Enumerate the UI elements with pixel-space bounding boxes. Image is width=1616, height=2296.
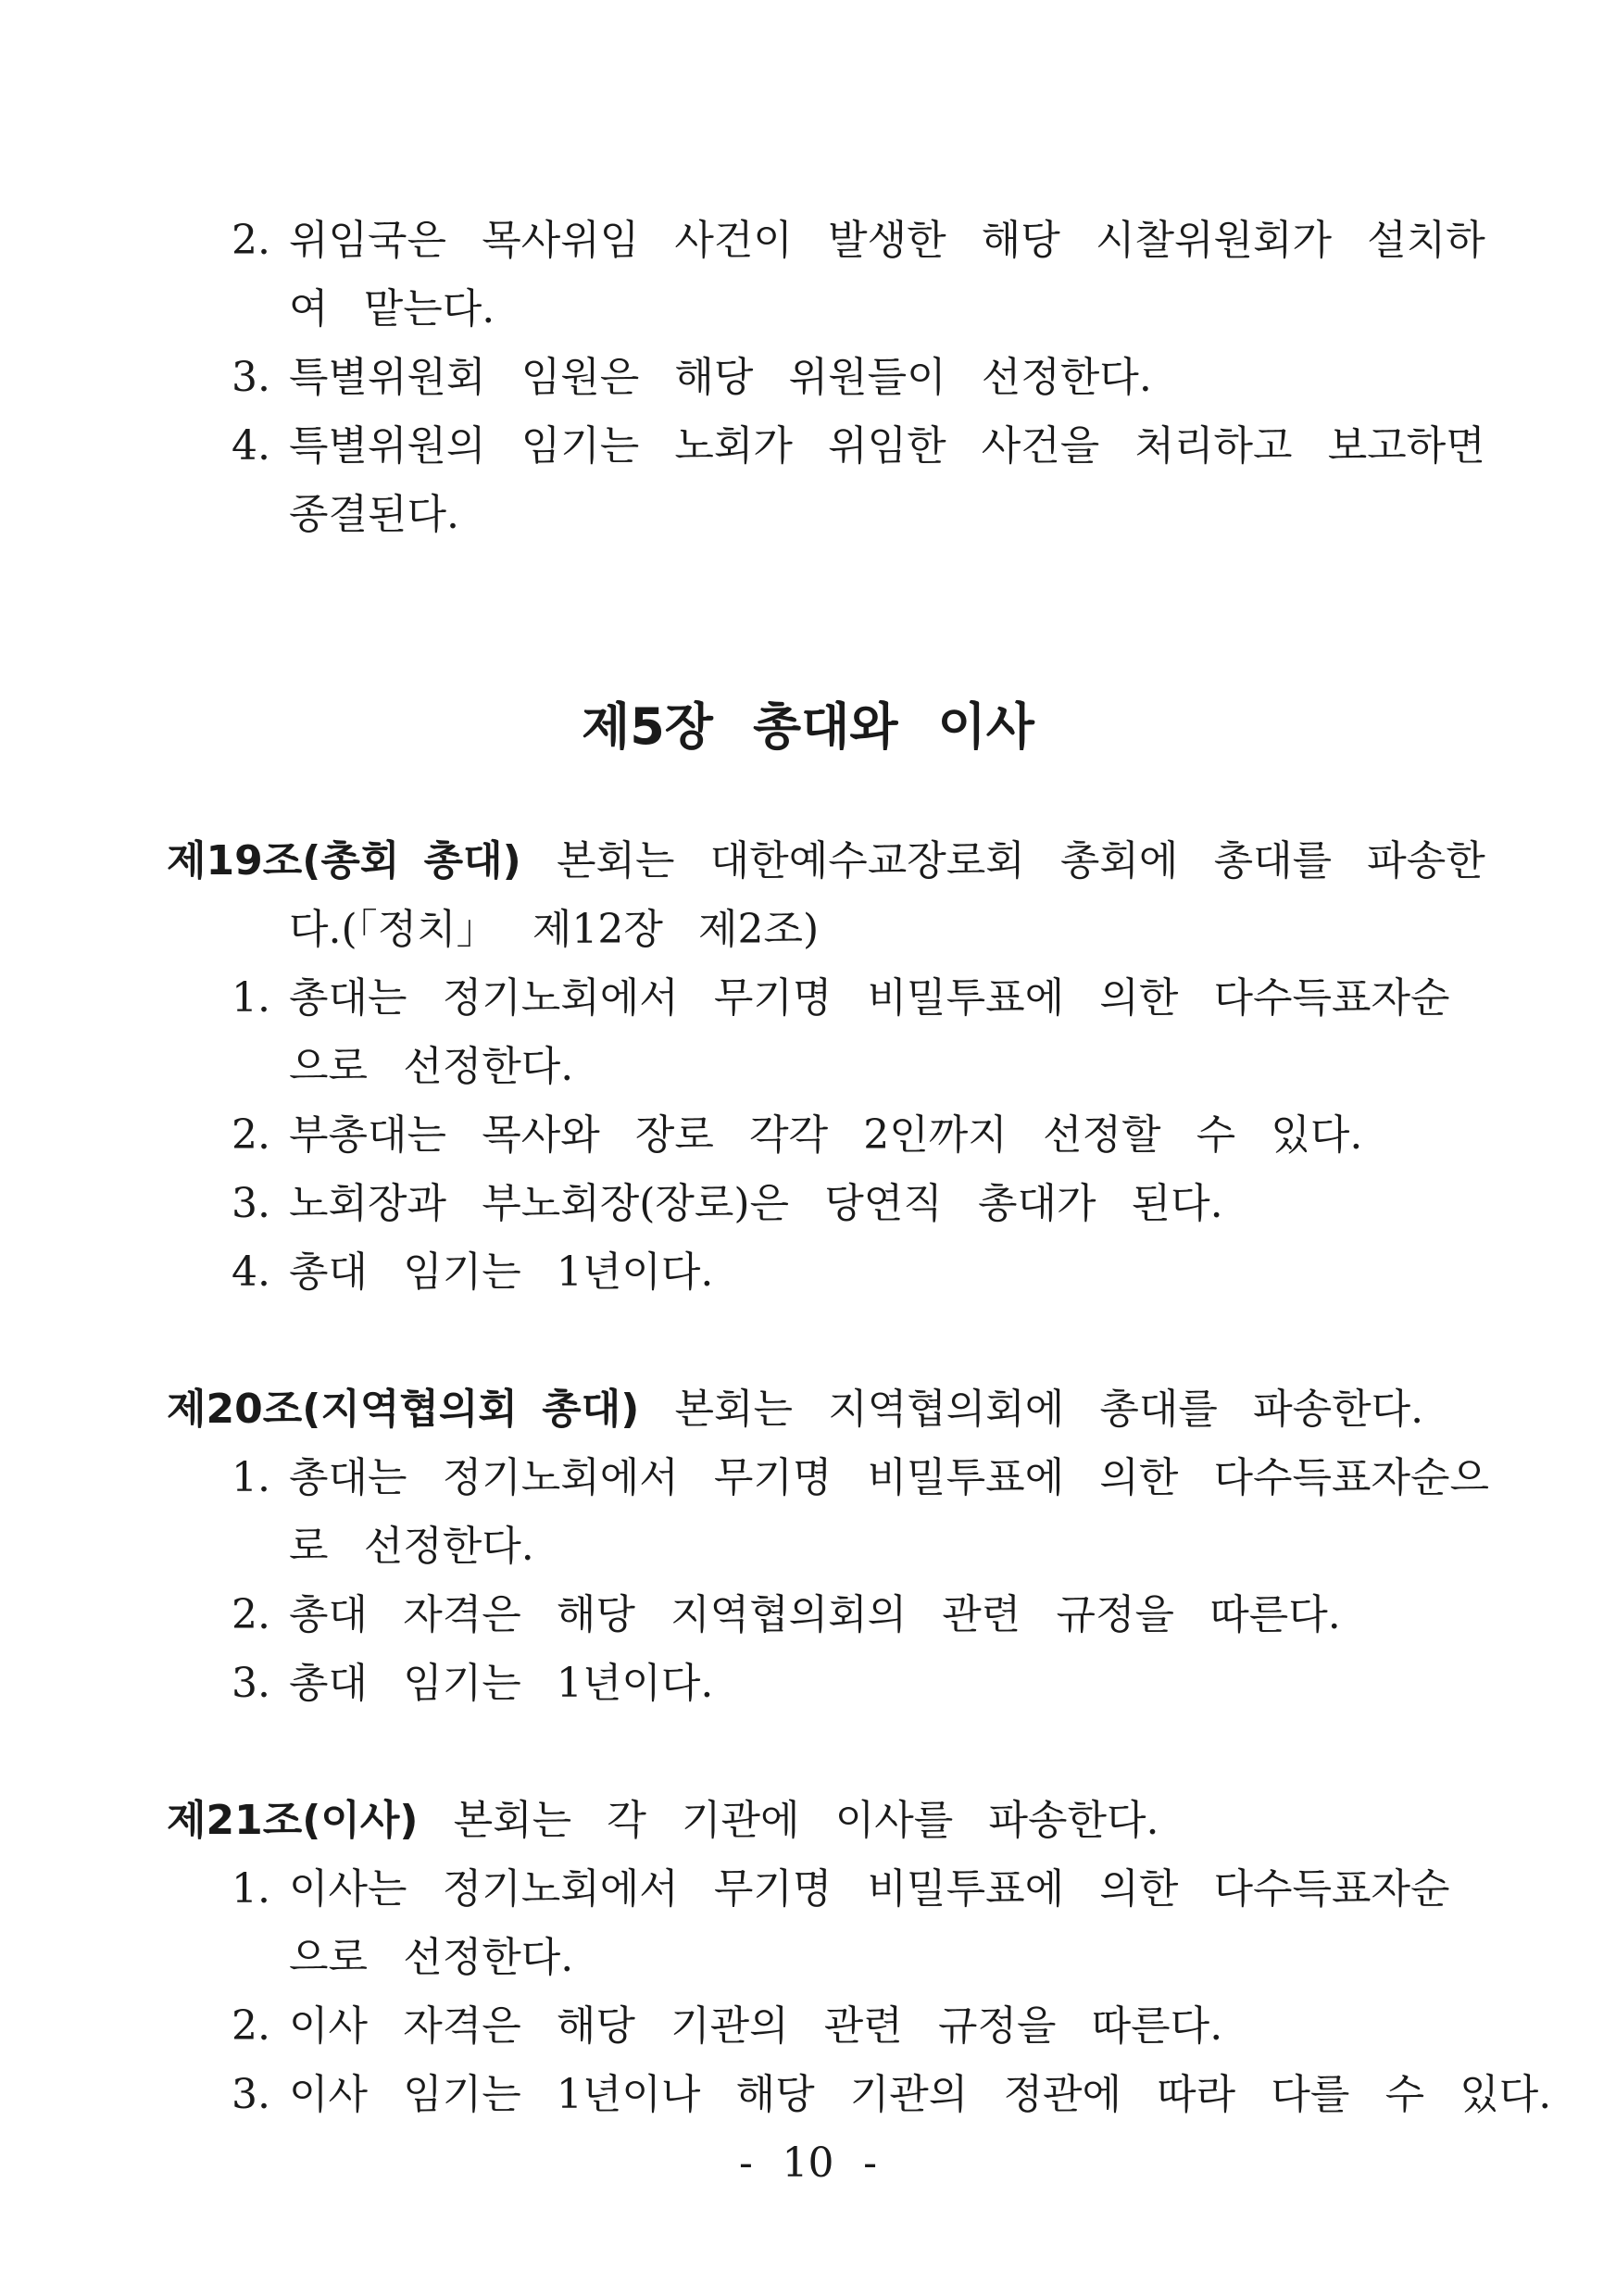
item-number: 4. — [232, 1248, 270, 1296]
list-item — [232, 215, 1485, 267]
list-item — [232, 1110, 1362, 1161]
item-number: 3. — [232, 2071, 270, 2118]
list-item — [232, 352, 1152, 404]
list-item — [232, 2001, 1222, 2052]
item-text: 총대 임기는 1년이다. — [289, 1660, 714, 1707]
list-item — [232, 1658, 713, 1710]
article-title: 제19조(총회 총대) — [167, 837, 521, 885]
item-text-continued: 로 선정한다. — [289, 1523, 534, 1570]
item-text-continued: 여 맡는다. — [289, 285, 495, 332]
article-title: 제21조(이사) — [167, 1797, 419, 1844]
item-text: 이사 임기는 1년이나 해당 기관의 정관에 따라 다를 수 있다. — [289, 2071, 1552, 2118]
list-item — [232, 972, 1450, 1024]
list-item — [232, 1178, 1223, 1230]
item-text: 부총대는 목사와 장로 각각 2인까지 선정할 수 있다. — [289, 1111, 1363, 1159]
item-number: 2. — [232, 2002, 270, 2050]
item-text: 총대는 정기노회에서 무기명 비밀투표에 의한 다수득표자순으 — [289, 1454, 1490, 1501]
item-text: 이사는 정기노회에서 무기명 비밀투표에 의한 다수득표자순 — [289, 1865, 1450, 1913]
list-item — [232, 420, 1485, 472]
article-header — [167, 835, 1485, 887]
list-item — [232, 1247, 713, 1299]
item-number: 1. — [232, 1865, 270, 1913]
item-text: 이사 자격은 해당 기관의 관련 규정을 따른다. — [289, 2002, 1223, 2050]
article-body: 본회는 각 기관에 이사를 파송한다. — [418, 1797, 1159, 1844]
article-body-continued: 다.(「정치」 제12장 제2조) — [289, 906, 820, 953]
article-header — [167, 1384, 1423, 1436]
chapter-title: 제5장 총대와 이사 — [582, 697, 1034, 756]
item-number: 2. — [232, 1591, 270, 1638]
item-text: 특별위원의 임기는 노회가 위임한 사건을 처리하고 보고하면 — [289, 422, 1485, 470]
item-number: 3. — [232, 354, 270, 401]
article-body: 본회는 대한예수교장로회 총회에 총대를 파송한 — [520, 837, 1485, 885]
item-number: 3. — [232, 1660, 270, 1707]
list-item — [232, 1589, 1341, 1641]
item-number: 3. — [232, 1180, 270, 1227]
item-number: 1. — [232, 1454, 270, 1501]
item-text: 총대 자격은 해당 지역협의회의 관련 규정을 따른다. — [289, 1591, 1341, 1638]
article-header — [167, 1795, 1159, 1847]
item-text: 총대는 정기노회에서 무기명 비밀투표에 의한 다수득표자순 — [289, 974, 1450, 1022]
item-text: 총대 임기는 1년이다. — [289, 1248, 714, 1296]
list-item — [232, 1863, 1450, 1915]
list-item — [232, 2069, 1551, 2121]
item-text: 노회장과 부노회장(장로)은 당연직 총대가 된다. — [289, 1180, 1223, 1227]
item-number: 2. — [232, 1111, 270, 1159]
item-text: 특별위원회 임원은 해당 위원들이 선정한다. — [289, 354, 1152, 401]
item-number: 1. — [232, 974, 270, 1022]
article-body: 본회는 지역협의회에 총대를 파송한다. — [639, 1386, 1424, 1433]
article-title: 제20조(지역협의회 총대) — [167, 1386, 640, 1433]
item-number: 2. — [232, 217, 270, 264]
page-number: - 10 - — [739, 2139, 877, 2187]
item-number: 4. — [232, 422, 270, 470]
item-text-continued: 으로 선정한다. — [289, 1934, 574, 1981]
item-text: 위임국은 목사위임 사건이 발생한 해당 시찰위원회가 설치하 — [289, 217, 1485, 264]
list-item — [232, 1452, 1489, 1504]
item-text-continued: 으로 선정한다. — [289, 1043, 574, 1090]
item-text-continued: 종결된다. — [289, 491, 460, 538]
